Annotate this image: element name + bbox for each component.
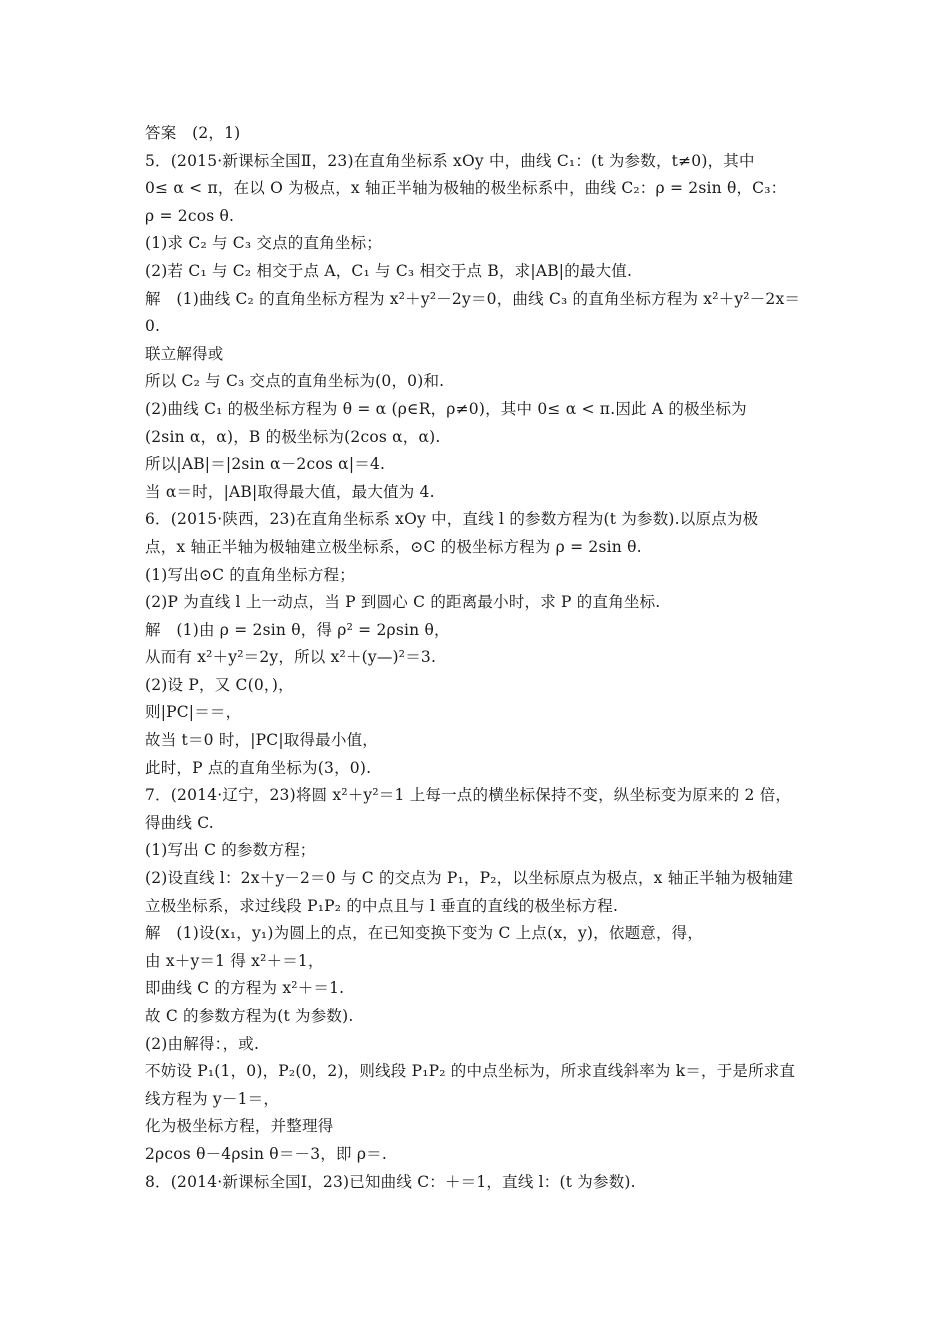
text-line: (2)曲线 C₁ 的极坐标方程为 θ = α (ρ∈R，ρ≠0)，其中 0≤ α < π.因此 A 的极坐标为 bbox=[145, 399, 747, 418]
text-line: 化为极坐标方程，并整理得 bbox=[145, 1117, 334, 1136]
text-line: 故当 t＝0 时，|PC|取得最小值， bbox=[145, 731, 378, 750]
text-line: 当 α＝时，|AB|取得最大值，最大值为 4. bbox=[145, 482, 435, 501]
text-line: 则|PC|＝＝， bbox=[145, 703, 242, 722]
text-line: 解 (1)曲线 C₂ 的直角坐标方程为 x²＋y²－2y＝0，曲线 C₃ 的直角坐标方程为 x²＋y²－2x＝ bbox=[145, 289, 801, 308]
text-line: 5．(2015·新课标全国Ⅱ，23)在直角坐标系 xOy 中，曲线 C₁：(t 为参数，t≠0)，其中 bbox=[145, 151, 755, 170]
text-line: 即曲线 C 的方程为 x²＋＝1. bbox=[145, 979, 345, 998]
text-line: 0≤ α < π，在以 O 为极点，x 轴正半轴为极轴的极坐标系中，曲线 C₂：ρ = 2sin θ，C₃： bbox=[145, 179, 787, 198]
text-line: 此时，P 点的直角坐标为(3，0). bbox=[145, 758, 372, 777]
text-line: (1)求 C₂ 与 C₃ 交点的直角坐标； bbox=[145, 234, 383, 253]
text-line: 联立解得或 bbox=[145, 344, 224, 363]
text-line: ρ = 2cos θ. bbox=[145, 206, 235, 225]
text-line: (2)由解得：，或. bbox=[145, 1034, 260, 1053]
text-line: (1)写出 C 的参数方程； bbox=[145, 841, 316, 860]
text-line: 0. bbox=[145, 317, 161, 336]
text-line: 点，x 轴正半轴为极轴建立极坐标系，⊙C 的极坐标方程为 ρ = 2sin θ. bbox=[145, 537, 642, 556]
text-line: 线方程为 y－1＝， bbox=[145, 1089, 280, 1108]
text-line: 不妨设 P₁(1，0)，P₂(0，2)，则线段 P₁P₂ 的中点坐标为，所求直线斜率为 k＝，于是所求直 bbox=[145, 1062, 796, 1081]
text-line: (2)若 C₁ 与 C₂ 相交于点 A，C₁ 与 C₃ 相交于点 B，求|AB|的最大值. bbox=[145, 261, 633, 280]
text-line: (2)设 P，又 C(0，)， bbox=[145, 675, 294, 694]
text-line: 由 x＋y＝1 得 x²＋＝1， bbox=[145, 951, 324, 970]
text-line: 所以 C₂ 与 C₃ 交点的直角坐标为(0，0)和. bbox=[145, 372, 445, 391]
text-line: 解 (1)由 ρ = 2sin θ，得 ρ² = 2ρsin θ， bbox=[145, 620, 450, 639]
text-line: 得曲线 C. bbox=[145, 813, 214, 832]
text-line: (2sin α，α)，B 的极坐标为(2cos α，α). bbox=[145, 427, 441, 446]
text-line: 2ρcos θ－4ρsin θ＝－3，即 ρ＝. bbox=[145, 1144, 387, 1163]
text-line: 6．(2015·陕西，23)在直角坐标系 xOy 中，直线 l 的参数方程为(t 为参数).以原点为极 bbox=[145, 510, 759, 529]
text-line: (2)设直线 l：2x＋y－2＝0 与 C 的交点为 P₁，P₂，以坐标原点为极点，x 轴正半轴为极轴建 bbox=[145, 869, 794, 888]
text-line: 解 (1)设(x₁，y₁)为圆上的点，在已知变换下变为 C 上点(x，y)，依题意，得， bbox=[145, 924, 704, 943]
text-line: (1)写出⊙C 的直角坐标方程； bbox=[145, 565, 355, 584]
text-line: 所以|AB|＝|2sin α－2cos α|＝4. bbox=[145, 455, 386, 474]
text-line: 从而有 x²＋y²＝2y，所以 x²＋(y—)²＝3. bbox=[145, 648, 437, 667]
text-line: 故 C 的参数方程为(t 为参数). bbox=[145, 1007, 354, 1025]
text-line: 7．(2014·辽宁，23)将圆 x²＋y²＝1 上每一点的横坐标保持不变，纵坐标变为原来的 2 倍， bbox=[145, 786, 792, 805]
text-line: 立极坐标系，求过线段 P₁P₂ 的中点且与 l 垂直的直线的极坐标方程. bbox=[145, 896, 619, 915]
text-line: 答案 (2，1) bbox=[145, 124, 241, 142]
document-body bbox=[145, 120, 820, 1196]
text-line: (2)P 为直线 l 上一动点，当 P 到圆心 C 的距离最小时，求 P 的直角坐标. bbox=[145, 593, 661, 612]
text-line: 8．(2014·新课标全国Ⅰ，23)已知曲线 C：＋＝1，直线 l：(t 为参数). bbox=[145, 1172, 636, 1191]
